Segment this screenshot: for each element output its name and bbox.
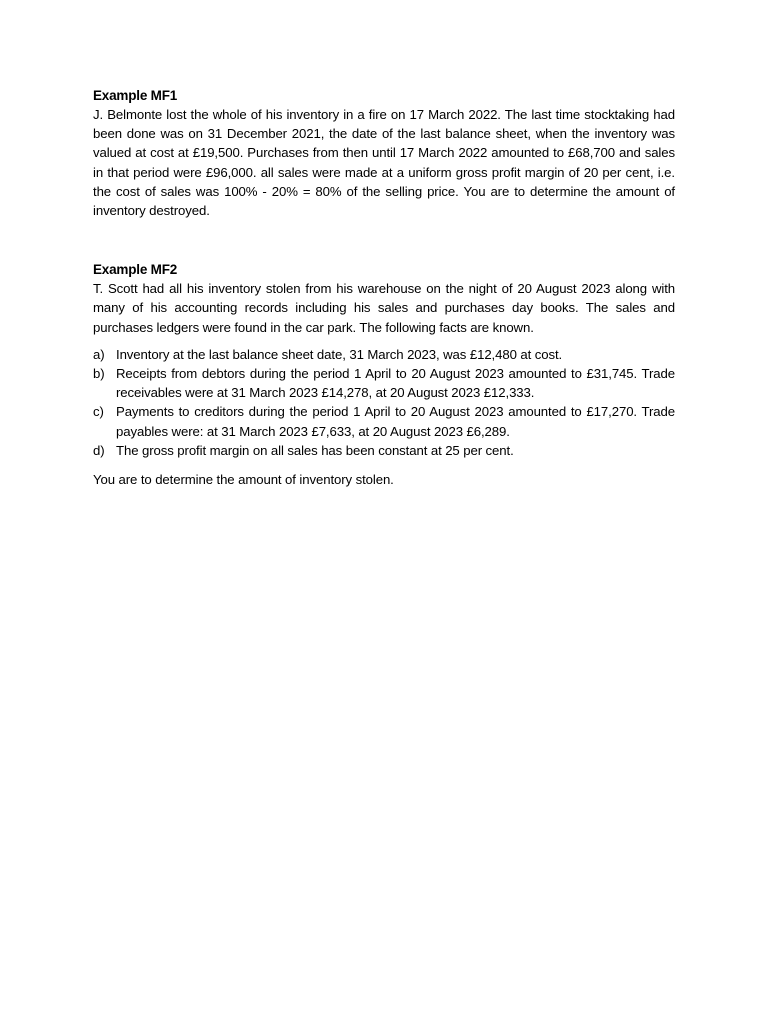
list-item-text: Payments to creditors during the period 1 April to 20 August 2023 amounted to £17,270. Trade payables were: at 31 March 2023 £7,633, at 20 August 2023 £6,289.	[116, 404, 675, 439]
example-mf1	[93, 86, 675, 220]
facts-list	[93, 345, 675, 460]
list-item-text: Receipts from debtors during the period 1 April to 20 August 2023 amounted to £31,745. Trade receivables were at 31 March 2023 £14,278, at 20 August 2023 £12,333.	[116, 366, 675, 401]
list-marker: c)	[93, 404, 104, 420]
example-mf2	[93, 260, 675, 489]
list-item	[93, 441, 675, 460]
list-marker: d)	[93, 442, 105, 458]
list-item	[93, 402, 675, 440]
example-mf2-closing: You are to determine the amount of inventory stolen.	[93, 472, 394, 488]
example-mf1-body: J. Belmonte lost the whole of his inventory in a fire on 17 March 2022. The last time stocktaking had been done was on 31 December 2021, the date of the last balance sheet, when the inventory was valued at cost at £19,500. Purchases from then until 17 March 2022 amounted to £68,700 and sales in that period were £96,000. all sales were made at a uniform gross profit margin of 20 per cent, i.e. the cost of sales was 100% - 20% = 80% of the selling price. You are to determine the amount of inventory destroyed.	[93, 107, 675, 219]
example-mf2-intro: T. Scott had all his inventory stolen from his warehouse on the night of 20 August 2023 along with many of his accounting records including his sales and purchases day books. The sales and purchases ledgers were found in the car park. The following facts are known.	[93, 281, 675, 335]
document-page	[93, 86, 675, 489]
list-item-text: Inventory at the last balance sheet date, 31 March 2023, was £12,480 at cost.	[116, 346, 563, 362]
list-item	[93, 345, 675, 364]
example-mf1-title: Example MF1	[93, 88, 178, 103]
list-item	[93, 364, 675, 402]
example-mf2-title: Example MF2	[93, 262, 178, 278]
list-marker: b)	[93, 366, 105, 382]
list-item-text: The gross profit margin on all sales has been constant at 25 per cent.	[116, 442, 514, 458]
list-marker: a)	[93, 346, 105, 362]
